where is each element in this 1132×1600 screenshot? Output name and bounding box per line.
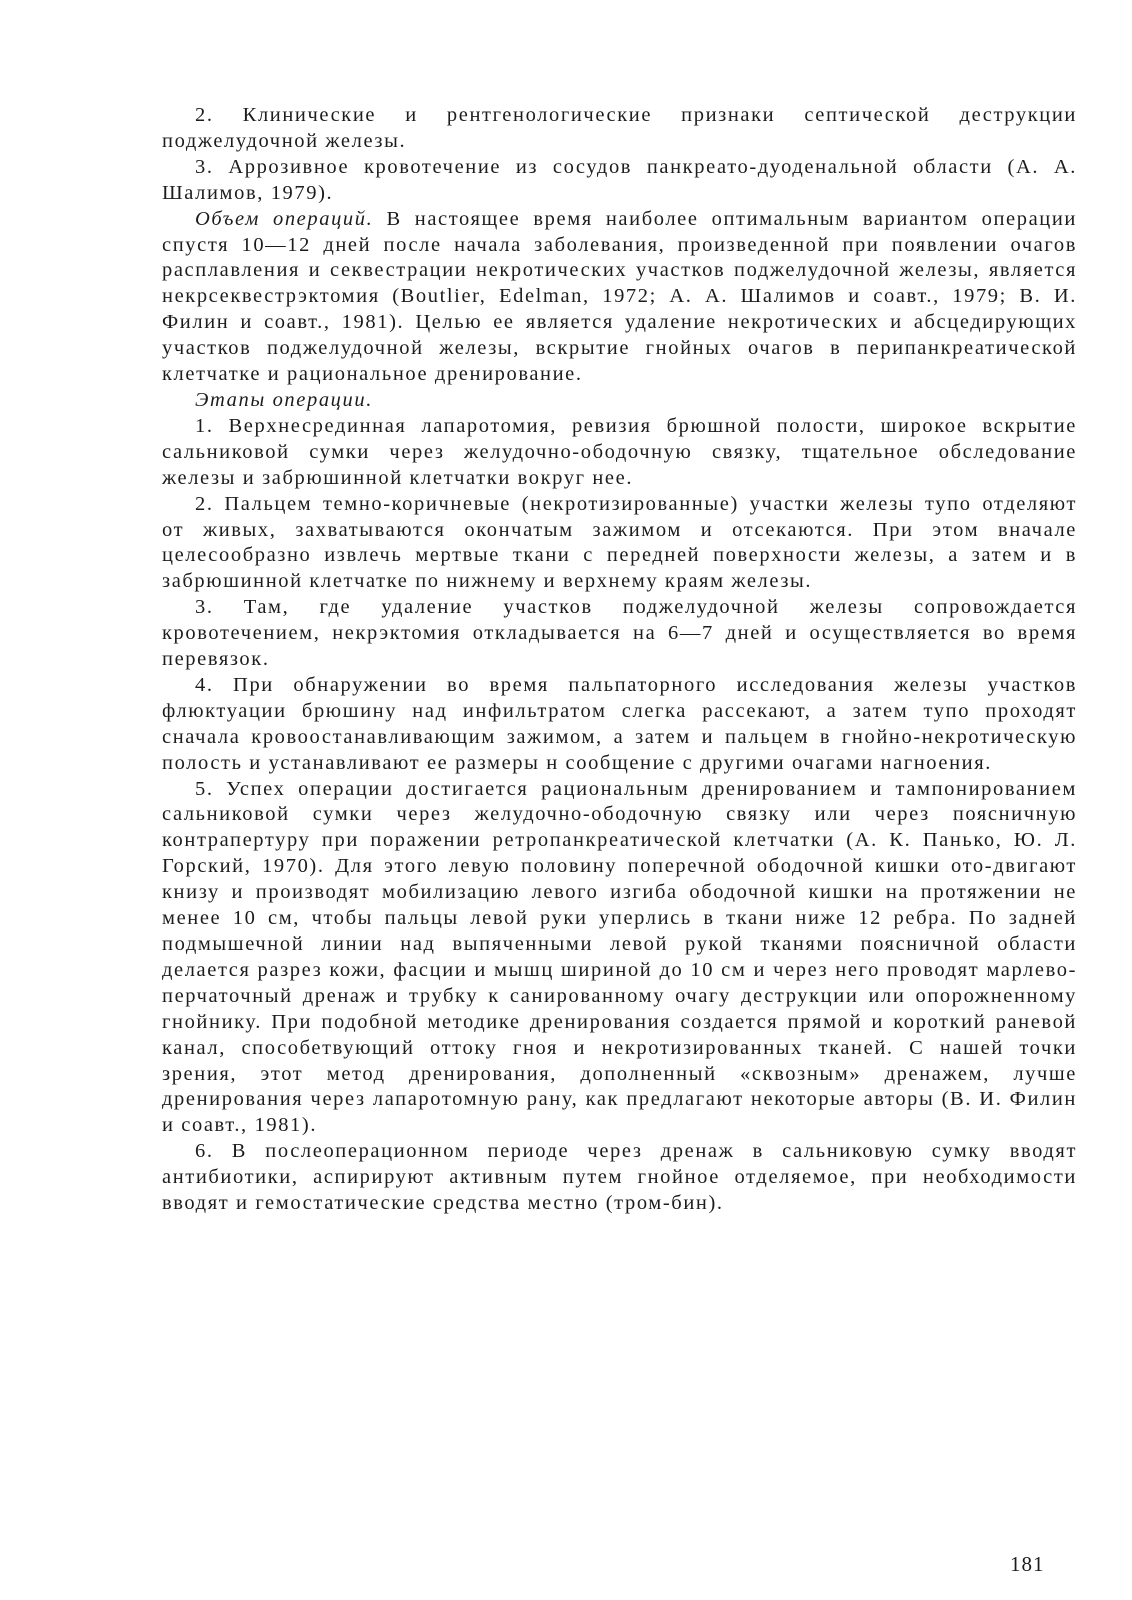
stage-5: 5. Успех операции достигается рациональным дренированием и тампонированием сальниковой сумки через желудочно-ободочную связку или через поясничную контрапертуру при поражении ретропанкреатической клетчатки (А. К. Панько, Ю. Л. Горский, 1970). Для этого левую половину поперечной ободочной кишки ото-двигают книзу и производят мобилизацию левого изгиба ободочной кишки на протяжении не менее 10 см, чтобы пальцы левой руки уперлись в ткани ниже 12 ребра. По задней подмышечной линии над выпяченными левой рукой тканями поясничной области делается разрез кожи, фасции и мышц шириной до 10 см и через него проводят марлево-перчаточный дренаж и трубку к санированному очагу деструкции или опорожненному гнойнику. При подобной методике дренирования создается прямой и короткий раневой канал, способетвующий оттоку гноя и некротизированных тканей. С нашей точки зрения, этот метод дренирования, дополненный «сквозным» дренажем, лучше дренирования через лапаротомную рану, как предлагают некоторые авторы (В. И. Филин и соавт., 1981).	[162, 777, 1077, 1137]
paragraph-operation-scope	[162, 207, 1077, 388]
stage-3: 3. Там, где удаление участков поджелудочной железы сопровождается кровотечением, некрэктомия откладывается на 6—7 дней и осуществляется во время перевязок.	[162, 596, 1077, 671]
operation-scope-heading: Объем операций.	[195, 207, 374, 230]
stage-4: 4. При обнаружении во время пальпаторного исследования железы участков флюктуации брюшину над инфильтратом слегка рассекают, а затем тупо проходят сначала кровоостанавливающим зажимом, а затем и пальцем в гнойно-некротическую полость и устанавливают ее размеры н сообщение с другими очагами нагноения.	[162, 673, 1077, 774]
paragraph-sign-3: 3. Аррозивное кровотечение из сосудов панкреато-дуоденальной области (А. А. Шалимов, 1979).	[162, 155, 1077, 204]
stage-2: 2. Пальцем темно-коричневые (некротизированные) участки железы тупо отделяют от живых, захватываются окончатым зажимом и отсекаются. При этом вначале целесообразно извлечь мертвые ткани с передней поверхности железы, а затем и в забрюшинной клетчатке по нижнему и верхнему краям железы.	[162, 492, 1077, 593]
page-number: 181	[1010, 1552, 1045, 1576]
paragraph-sign-2: 2. Клинические и рентгенологические признаки септической деструкции поджелудочной железы.	[162, 104, 1077, 152]
operation-scope-text: В настоящее время наиболее оптимальным вариантом операции спустя 10—12 дней после начала заболевания, произведенной при появлении очагов расплавления и секвестрации некротических участков поджелудочной железы, является некрсеквестрэктомия (Boutlier, Edelman, 1972; А. А. Шалимов и соавт., 1979; В. И. Филин и соавт., 1981). Целью ее является удаление некротических и абсцедирующих участков поджелудочной железы, вскрытие гнойных очагов в перипанкреатической клетчатке и рациональное дренирование.	[162, 207, 1077, 386]
stage-1: 1. Верхнесрединная лапаротомия, ревизия брюшной полости, широкое вскрытие сальниковой сумки через желудочно-ободочную связку, тщательное обследование железы и забрюшинной клетчатки вокруг нее.	[162, 414, 1077, 489]
stage-6: 6. В послеоперационном периоде через дренаж в сальниковую сумку вводят антибиотики, аспирируют активным путем гнойное отделяемое, при необходимости вводят и гемостатические средства местно (тром-бин).	[162, 1140, 1077, 1215]
stages-heading: Этапы операции.	[195, 388, 373, 411]
page-body	[162, 103, 1077, 1217]
